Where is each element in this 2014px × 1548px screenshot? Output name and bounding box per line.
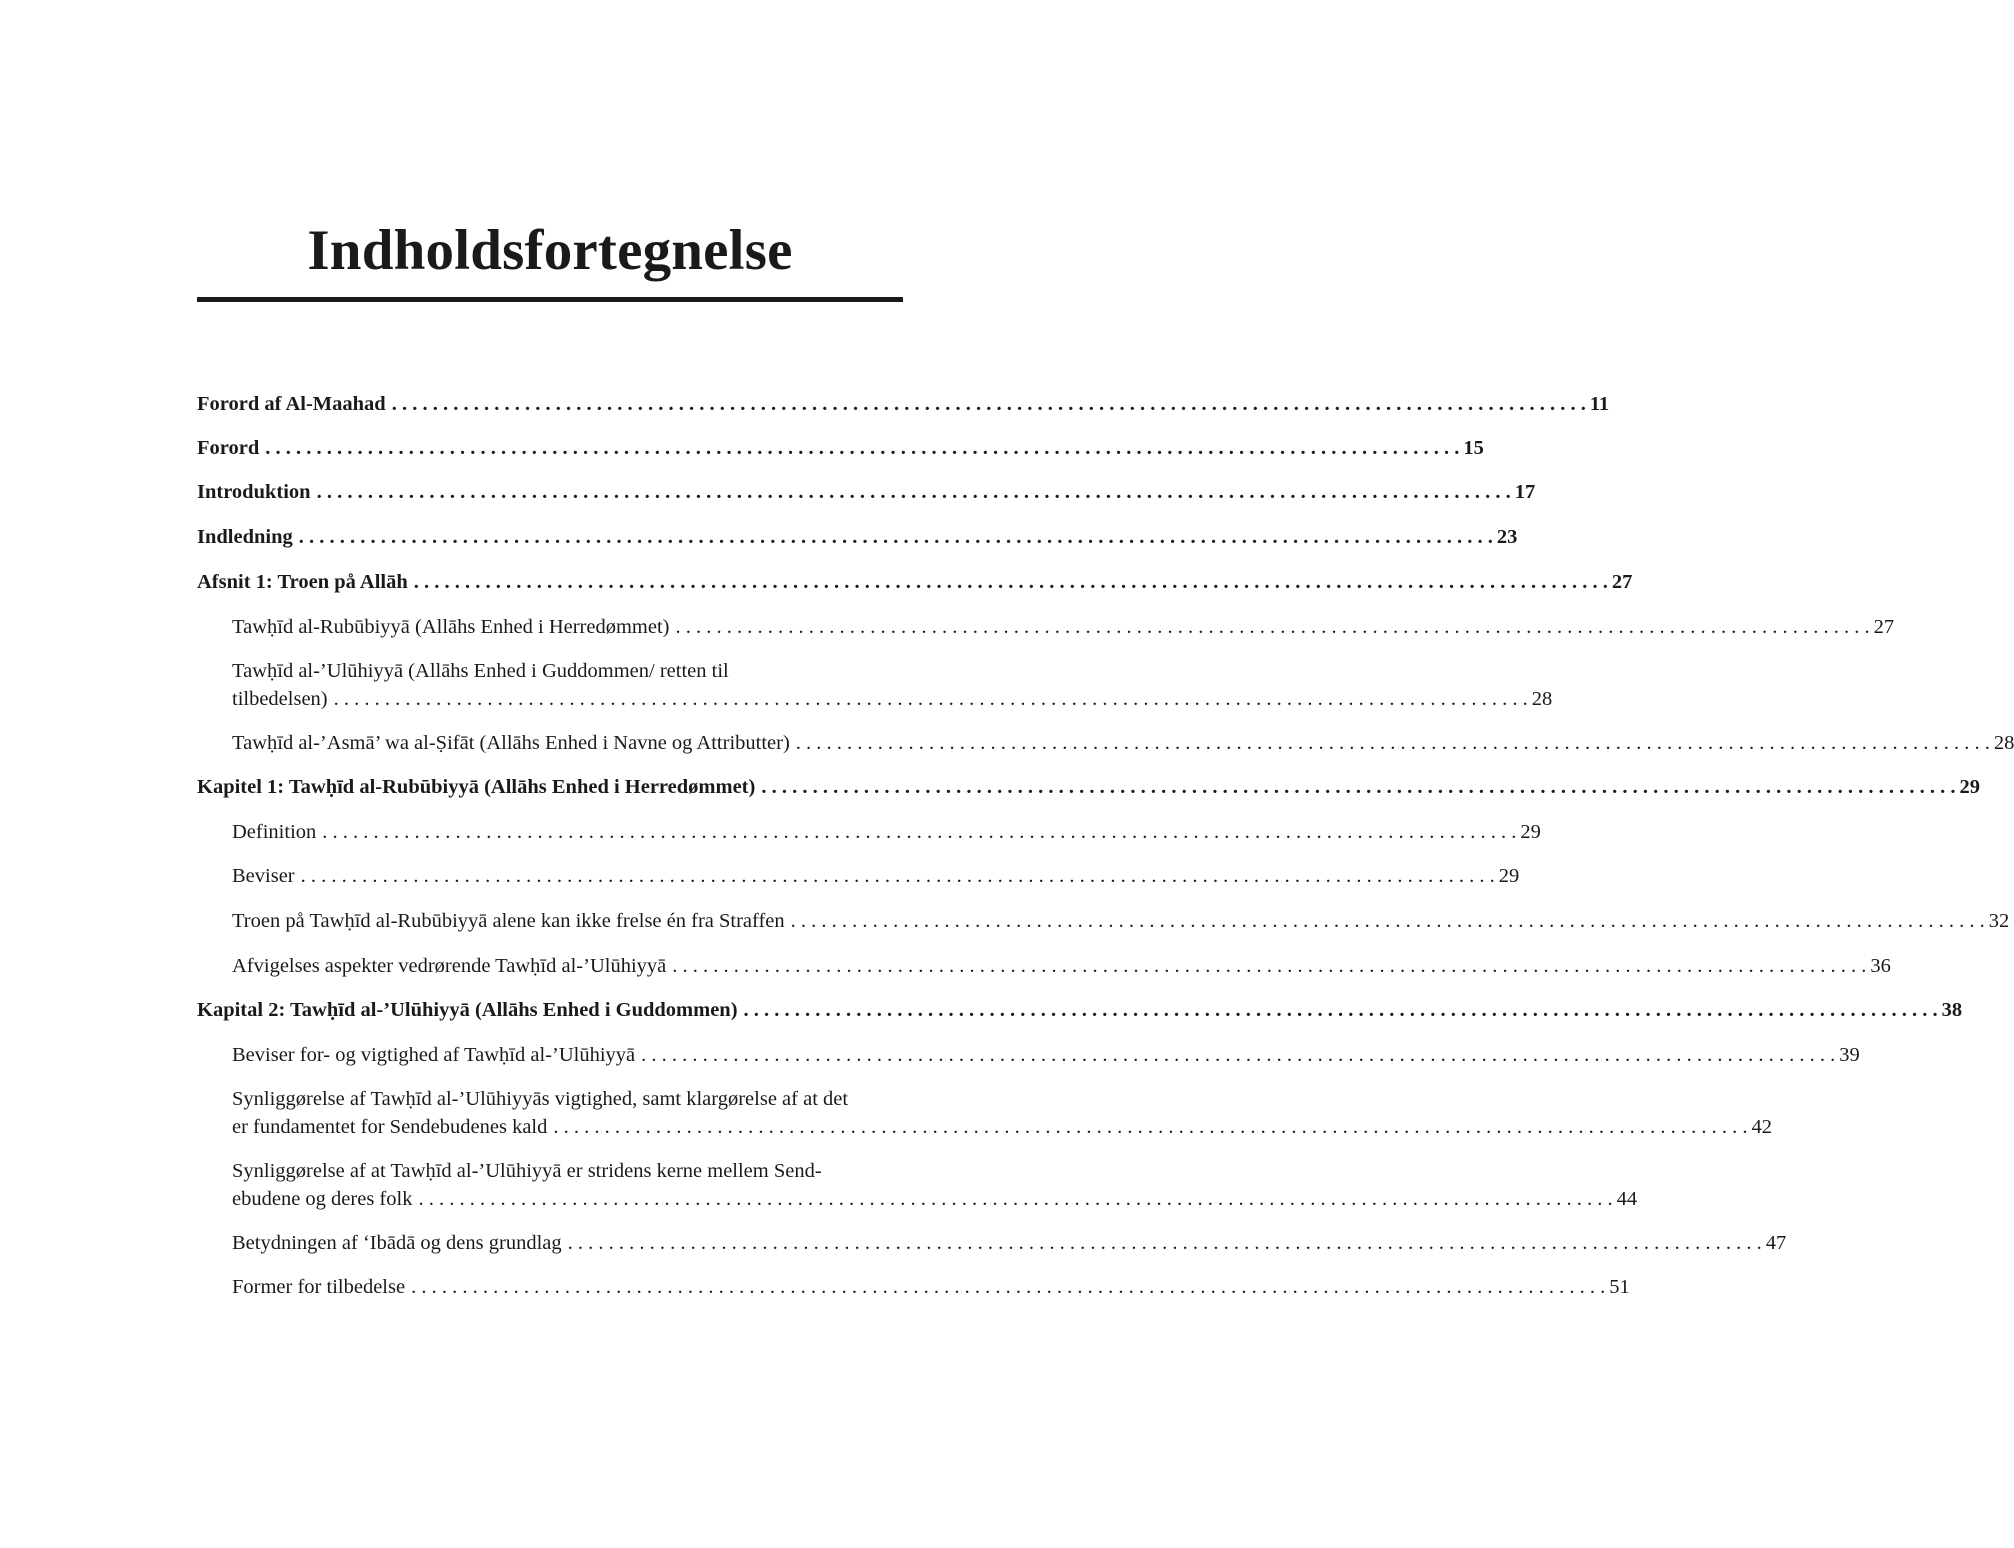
toc-entry-title: Afsnit 1: Troen på Allāh xyxy=(197,571,408,593)
toc-page-number: 27 xyxy=(1873,616,1895,638)
toc-page-number: 11 xyxy=(1589,393,1610,415)
page-title: Indholdsfortegnelse xyxy=(307,219,793,282)
toc-entry[interactable] xyxy=(197,568,1633,596)
toc-page-number: 51 xyxy=(1609,1276,1630,1298)
toc-entry-title: Introduktion xyxy=(197,481,311,503)
toc-page-number: 29 xyxy=(1959,776,1980,798)
dot-leader xyxy=(568,1229,1762,1257)
toc-entry-title: Definition xyxy=(232,821,317,843)
dot-leader xyxy=(418,1185,1612,1213)
toc-page-number: 47 xyxy=(1765,1232,1787,1254)
toc-entry[interactable] xyxy=(197,862,1520,890)
toc-page-number: 36 xyxy=(1870,955,1891,977)
toc-entry[interactable] xyxy=(197,1041,1860,1069)
dot-leader xyxy=(392,390,1586,418)
toc-page-number: 44 xyxy=(1616,1188,1638,1210)
toc-entry[interactable] xyxy=(197,952,1891,980)
dot-leader xyxy=(796,729,1990,757)
toc-page-number: 32 xyxy=(1988,910,2010,932)
toc-entry-title: Troen på Tawḥīd al-Rubūbiyyā alene kan ikke frelse én fra Straffen xyxy=(232,910,785,932)
toc-entry-title: Forord xyxy=(197,437,260,459)
toc-entry-title: tilbedelsen) xyxy=(232,688,328,710)
toc-entry-title: er fundamentet for Sendebudenes kald xyxy=(232,1116,548,1138)
toc-entry[interactable] xyxy=(197,523,1518,551)
toc-page-number: 42 xyxy=(1751,1116,1772,1138)
toc-entry[interactable] xyxy=(197,1273,1630,1301)
dot-leader xyxy=(322,818,1516,846)
dot-leader xyxy=(334,685,1528,713)
toc-entry-title: Forord af Al-Maahad xyxy=(197,393,386,415)
toc-entry[interactable] xyxy=(197,1229,1787,1257)
toc-entry-title-line1: Synliggørelse af Tawḥīd al-’Ulūhiyyās vigtighed, samt klargørelse af at det xyxy=(232,1088,849,1110)
toc-page-number: 23 xyxy=(1496,526,1518,548)
toc-entry-title: ebudene og deres folk xyxy=(232,1188,413,1210)
dot-leader xyxy=(411,1273,1605,1301)
toc-entry-title-line1: Tawḥīd al-’Ulūhiyyā (Allāhs Enhed i Guddommen/ retten til xyxy=(232,660,729,682)
toc-page-number: 38 xyxy=(1941,999,1963,1021)
toc-entry-title: Tawḥīd al-’Asmā’ wa al-Ṣifāt (Allāhs Enhed i Navne og Attributter) xyxy=(232,732,790,754)
toc-entry[interactable] xyxy=(197,907,2010,935)
toc-entry[interactable] xyxy=(197,773,1980,801)
dot-leader xyxy=(761,773,1955,801)
dot-leader xyxy=(672,952,1866,980)
dot-leader xyxy=(301,862,1495,890)
dot-leader xyxy=(317,478,1511,506)
toc-page-number: 15 xyxy=(1463,437,1484,459)
dot-leader xyxy=(414,568,1608,596)
toc-entry-title: Beviser for- og vigtighed af Tawḥīd al-’Ulūhiyyā xyxy=(232,1044,636,1066)
title-divider xyxy=(197,297,903,302)
toc-entry[interactable] xyxy=(197,478,1536,506)
dot-leader xyxy=(265,434,1459,462)
toc-page-number: 29 xyxy=(1520,821,1541,843)
toc-entry-title: Kapital 2: Tawḥīd al-’Ulūhiyyā (Allāhs Enhed i Guddommen) xyxy=(197,999,738,1021)
toc-entry[interactable] xyxy=(197,1157,1638,1213)
toc-entry-title: Tawḥīd al-Rubūbiyyā (Allāhs Enhed i Herredømmet) xyxy=(232,616,670,638)
toc-entry[interactable] xyxy=(197,1085,1772,1141)
toc-page-number: 39 xyxy=(1839,1044,1860,1066)
dot-leader xyxy=(553,1113,1747,1141)
dot-leader xyxy=(641,1041,1835,1069)
toc-entry-title: Former for tilbedelse xyxy=(232,1276,406,1298)
toc-entry-title: Afvigelses aspekter vedrørende Tawḥīd al-’Ulūhiyyā xyxy=(232,955,667,977)
toc-page-number: 27 xyxy=(1611,571,1633,593)
toc-entry[interactable] xyxy=(197,996,1963,1024)
toc-entry-title: Indledning xyxy=(197,526,293,548)
toc-page-number: 28 xyxy=(1993,732,2014,754)
dot-leader xyxy=(744,996,1938,1024)
toc-page-number: 29 xyxy=(1498,865,1520,887)
dot-leader xyxy=(299,523,1493,551)
toc-entry-title-line1: Synliggørelse af at Tawḥīd al-’Ulūhiyyā er stridens kerne mellem Send- xyxy=(232,1160,822,1182)
toc-entry[interactable] xyxy=(197,613,1895,641)
toc-entry[interactable] xyxy=(197,657,1553,713)
toc-page-number: 28 xyxy=(1531,688,1553,710)
toc-entry[interactable] xyxy=(197,729,2014,757)
toc-entry-title: Beviser xyxy=(232,865,295,887)
toc-entry-title: Kapitel 1: Tawḥīd al-Rubūbiyyā (Allāhs Enhed i Herredømmet) xyxy=(197,776,756,798)
toc-page-number: 17 xyxy=(1514,481,1536,503)
toc-entry[interactable] xyxy=(197,390,1610,418)
toc-entry[interactable] xyxy=(197,818,1541,846)
dot-leader xyxy=(791,907,1985,935)
toc-entry-title: Betydningen af ‘Ibādā og dens grundlag xyxy=(232,1232,562,1254)
toc-entry[interactable] xyxy=(197,434,1484,462)
dot-leader xyxy=(676,613,1870,641)
